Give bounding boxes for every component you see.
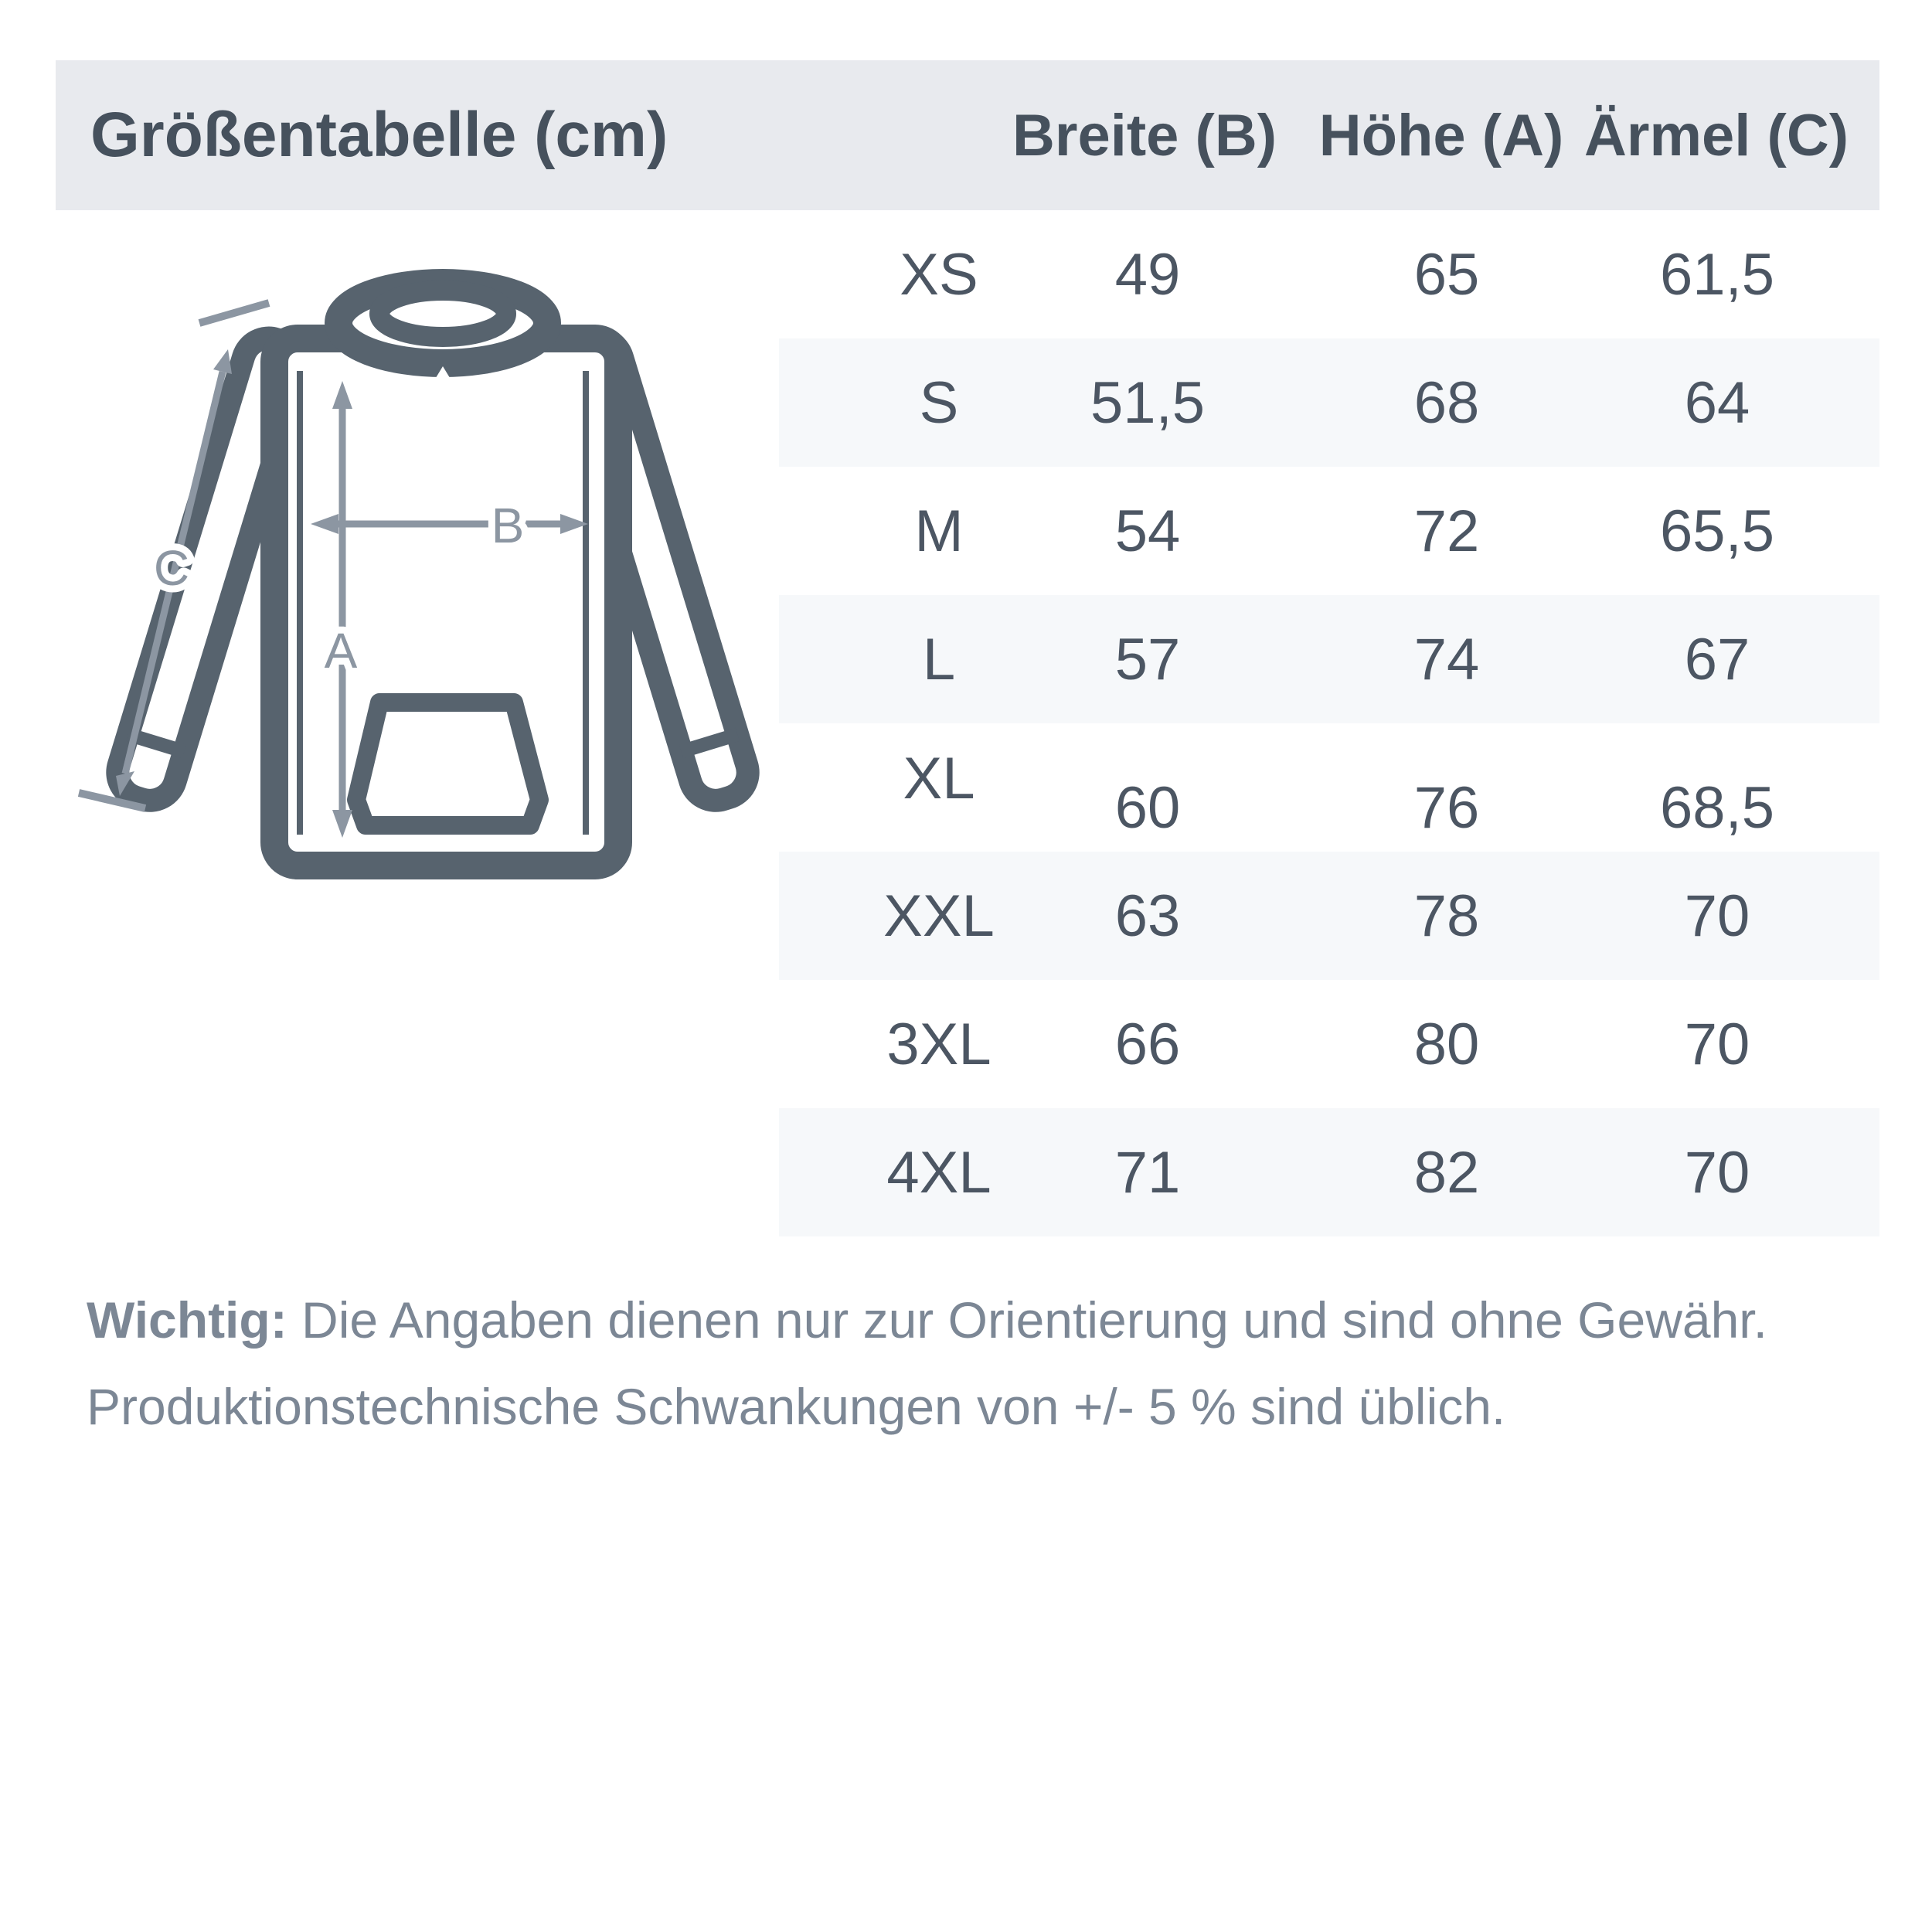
size-table <box>779 210 1879 1236</box>
disclaimer-line1: Die Angaben dienen nur zur Orientierung und sind ohne Gewähr. <box>287 1291 1767 1349</box>
table-row-m <box>779 467 1879 595</box>
hoehe-value: 82 <box>1413 1139 1480 1206</box>
hoehe-value: 72 <box>1413 498 1480 564</box>
aermel-value: 68,5 <box>1660 774 1774 841</box>
label-b: B <box>491 498 525 553</box>
hoehe-value: 74 <box>1413 626 1480 692</box>
disclaimer-bold-prefix: Wichtig: <box>87 1291 287 1349</box>
table-row-s <box>779 338 1879 467</box>
aermel-value: 67 <box>1684 626 1750 692</box>
column-header-aermel: Ärmel (C) <box>1583 102 1849 168</box>
breite-value: 63 <box>1114 883 1181 949</box>
aermel-value: 64 <box>1684 369 1750 436</box>
column-header-breite: Breite (B) <box>1012 102 1277 168</box>
aermel-value: 65,5 <box>1660 498 1774 564</box>
hoodie-measurement-diagram <box>46 185 819 912</box>
label-c: C <box>153 540 190 596</box>
size-label: L <box>922 626 956 692</box>
size-label: XS <box>900 241 978 308</box>
aermel-value: 61,5 <box>1660 241 1774 308</box>
breite-value: 66 <box>1114 1011 1181 1077</box>
breite-value: 71 <box>1114 1139 1181 1206</box>
table-row-4xl <box>779 1108 1879 1236</box>
breite-value: 51,5 <box>1090 369 1205 436</box>
hoehe-value: 78 <box>1413 883 1480 949</box>
aermel-value: 70 <box>1684 1139 1750 1206</box>
size-label: XL <box>903 745 975 811</box>
hood-inner-ring <box>379 291 506 337</box>
size-label: S <box>919 369 959 436</box>
page-title: Größentabelle (cm) <box>90 100 668 170</box>
hoehe-value: 68 <box>1413 369 1480 436</box>
disclaimer-line2: Produktionstechnische Schwankungen von +/- 5 % sind üblich. <box>87 1378 1506 1435</box>
disclaimer-note <box>87 1277 1879 1450</box>
table-row-xxl <box>779 852 1879 980</box>
size-label: 4XL <box>886 1139 992 1206</box>
label-a: A <box>324 623 358 679</box>
size-label: M <box>914 498 964 564</box>
table-row-xs <box>779 210 1879 338</box>
breite-value: 49 <box>1114 241 1181 308</box>
table-row-l <box>779 595 1879 723</box>
aermel-value: 70 <box>1684 883 1750 949</box>
aermel-value: 70 <box>1684 1011 1750 1077</box>
hoodie-diagram-icon <box>46 185 819 912</box>
hoehe-value: 76 <box>1413 774 1480 841</box>
kangaroo-pocket <box>356 702 539 825</box>
size-label: 3XL <box>886 1011 992 1077</box>
table-row-3xl <box>779 980 1879 1108</box>
breite-value: 60 <box>1114 774 1181 841</box>
table-row-xl <box>779 723 1879 852</box>
size-label: XXL <box>883 883 995 949</box>
breite-value: 54 <box>1114 498 1181 564</box>
hoehe-value: 80 <box>1413 1011 1480 1077</box>
hoehe-value: 65 <box>1413 241 1480 308</box>
column-header-hoehe: Höhe (A) <box>1318 102 1564 168</box>
breite-value: 57 <box>1114 626 1181 692</box>
